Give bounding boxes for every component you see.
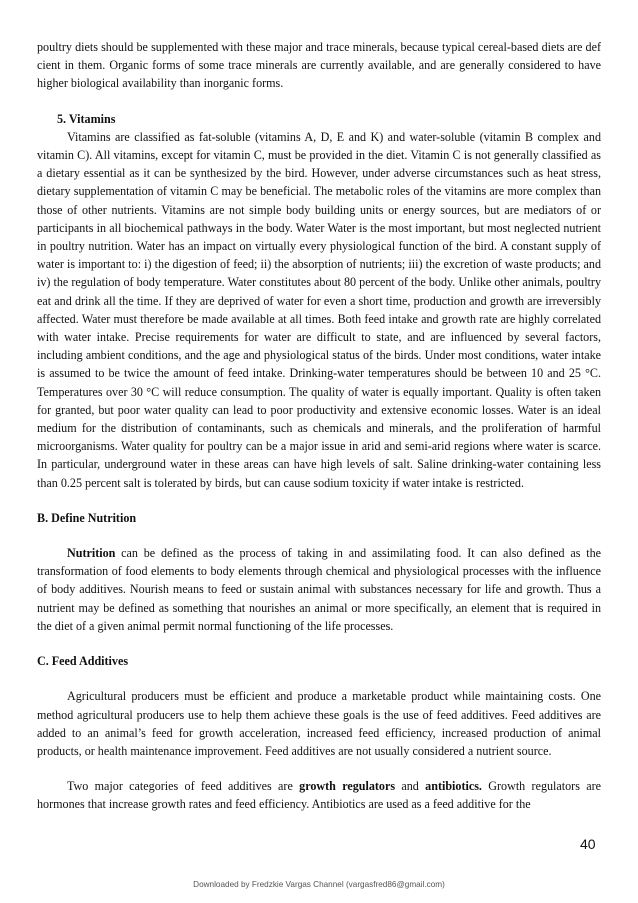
p2-text-3: Growth regulators are hormones that increase growth rates and feed efficiency. Antibiotics are used as a feed additive for the	[37, 779, 601, 812]
feed-additives-paragraph-1: Agricultural producers must be efficient and produce a marketable product while maintaining costs. One method agricultural producers use to help them achieve these goals is the use of feed additives. Feed additives are added to an animal’s feed for growth acceleration, increased feed efficiency, increased production of animal products, or health maintenance improvement. Feed additives are not usually considered a nutrient source.	[37, 689, 601, 758]
growth-regulators-term: growth regulators	[299, 779, 396, 794]
define-nutrition-paragraph	[37, 544, 601, 635]
document-page	[37, 38, 601, 814]
define-nutrition-body: can be defined as the process of taking in and assimilating food. It can also defined as the transformation of food elements to body elements through chemical and physiological processes with the influence of body additives. Nourish means to feed or sustain animal with substances necessary for life and growth. Thus a nutrient may be defined as something that nourishes an animal or more specifically, an element that is required in the diet of a given animal permit normal functioning of the life processes.	[37, 546, 601, 633]
nutrition-term: Nutrition	[67, 546, 116, 561]
vitamins-paragraph: Vitamins are classified as fat-soluble (vitamins A, D, E and K) and water-soluble (vitamin B complex and vitamin C). All vitamins, except for vitamin C, must be provided in the diet. Vitamin C is not generally classified as a dietary essential as it can be synthesized by the bird. However, under adverse circumstances such as heat stress, dietary supplementation of vitamin C may be beneficial. The metabolic roles of the vitamins are more complex than those of other nutrients. Vitamins are not simple body building units or energy sources, but are mediators of or participants in all biochemical pathways in the body. Water Water is the most important, but most neglected nutrient in poultry nutrition. Water has an impact on virtually every physiological function of the bird. A constant supply of water is important to: i) the digestion of feed; ii) the absorption of nutrients; iii) the excretion of waste products; and iv) the regulation of body temperature. Water constitutes about 80 percent of the body. Unlike other animals, poultry eat and drink all the time. If they are deprived of water for even a short time, production and growth are irreversibly affected. Water must therefore be made available at all times. Both feed intake and growth rate are highly correlated with water intake. Precise requirements for water are difficult to state, and are influenced by several factors, including ambient conditions, and the age and physiological status of the birds. Under most conditions, water intake is assumed to be twice the amount of feed intake. Drinking-water temperatures should be between 10 and 25 °C. Temperatures over 30 °C will reduce consumption. The quality of water is equally important. Quality is often taken for granted, but poor water quality can lead to poor productivity and extensive economic losses. Water is an ideal medium for the distribution of contaminants, such as chemicals and minerals, and the proliferation of harmful microorganisms. Water quality for poultry can be a major issue in arid and semi-arid regions where water is scarce. In particular, underground water in these areas can have high levels of salt. Saline drinking-water containing less than 0.25 percent salt is tolerated by birds, but can cause sodium toxicity if water intake is restricted.	[37, 129, 601, 490]
feed-additives-paragraph-2	[37, 777, 601, 813]
define-nutrition-heading: B. Define Nutrition	[37, 510, 137, 525]
download-footer: Downloaded by Fredzkie Vargas Channel (vargasfred86@gmail.com)	[193, 880, 445, 889]
p2-text-1: Two major categories of feed additives are	[67, 779, 300, 794]
antibiotics-term: antibiotics.	[425, 779, 482, 794]
page-number: 40	[580, 836, 596, 852]
vitamins-heading: 5. Vitamins	[57, 111, 116, 126]
p2-text-2: and	[395, 779, 426, 794]
intro-paragraph: poultry diets should be supplemented with these major and trace minerals, because typical cereal-based diets are def cient in them. Organic forms of some trace minerals are currently available, and are generally considered to have higher biological availability than inorganic forms.	[37, 40, 601, 91]
feed-additives-heading: C. Feed Additives	[37, 654, 129, 669]
